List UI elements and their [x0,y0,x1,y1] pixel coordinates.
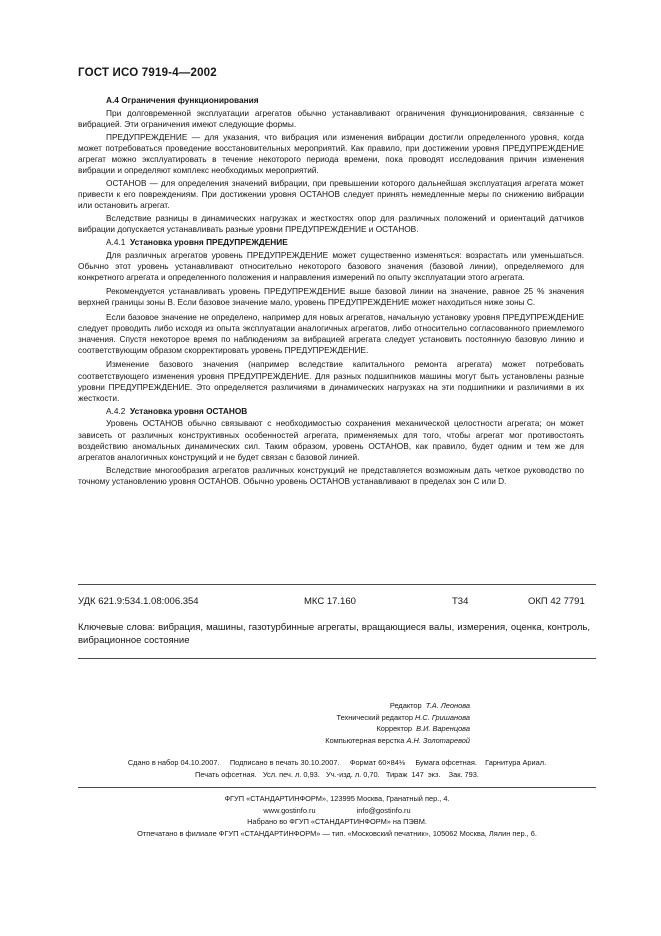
okp-code: ОКП 42 7791 [528,596,585,607]
divider [78,787,596,788]
imprint-line: Печать офсетная. Усл. печ. л. 0,93. Уч.-изд. л. 0,70. Тираж 147 экз. Зак. 793. [195,769,479,779]
paragraph: ПРЕДУПРЕЖДЕНИЕ — для указания, что вибрация или изменения вибрации достигли определенного уровня, когда может потребоваться проведение восстановительных мероприятий. Как правило, при достижении уровня ПРЕДУПРЕЖДЕНИЕ агрегат можно эксплуатировать в течение некоторого периода времени, пока проводят исследования причин изменения вибрации и определяют комплекс необходимых мероприятий. [78,131,584,176]
imprint-line: Сдано в набор 04.10.2007. Подписано в печать 30.10.2007. Формат 60×84⅛ Бумага офсетная. Гарнитура Ариал. [127,758,547,767]
paragraph: Рекомендуется устанавливать уровень ПРЕДУПРЕЖДЕНИЕ выше базовой линии на значение, равное 25 % значения верхней границы зоны В. Если базовое значение мало, уровень ПРЕДУПРЕЖДЕНИЕ может находиться ниже зоны С. [78,286,584,308]
paragraph: ОСТАНОВ — для определения значений вибрации, при превышении которого дальнейшая эксплуатация агрегата может привести к его повреждениям. При достижении уровня ОСТАНОВ следует принять немедленные меры по снижению вибрации или остановить агрегат. [78,177,584,211]
subsection-heading [78,237,584,248]
publisher-line: Набрано во ФГУП «СТАНДАРТИНФОРМ» на ПЭВМ. [247,817,427,826]
t-code: Т34 [452,596,469,607]
mks-code: МКС 17.160 [304,596,356,607]
subsection-title: Установка уровня ПРЕДУПРЕЖДЕНИЕ [130,236,288,247]
credit-layout: Компьютерная верстка А.Н. Золотаревой [325,735,470,745]
paragraph: Вследствие многообразия агрегатов различных конструкций не представляется возможным дать четкое руководство по точному установлению уровня ОСТАНОВ. Обычно уровень ОСТАНОВ устанавливают в пределах зон С или D. [78,464,584,486]
paragraph: Уровень ОСТАНОВ обычно связывают с необходимостью сохранения механической целостности агрегата; он может зависеть от различных конструктивных особенностей агрегата, применяемых для того, чтобы агрегат мог противостоять воздействию аномальных динамических сил. Таким образом, уровень ОСТАНОВ, как правило, будет одним и тем же для агрегатов аналогичных конструкций и не будет связан с базовой линией. [78,418,584,463]
subsection-number: А.4.2 [106,405,126,416]
keywords-text: Ключевые слова: вибрация, машины, газотурбинные агрегаты, вращающиеся валы, измерения, оценка, контроль, вибрационное состояние [78,622,590,646]
paragraph: Изменение базового значения (например вследствие капитального ремонта агрегата) может потребовать соответствующего изменения уровня ПРЕДУПРЕЖДЕНИЕ. Для разных подшипников машины могут быть установлены разные уровни ПРЕДУПРЕЖДЕНИЕ. Это определяется различиями в динамических нагрузках на эти подшипники и различиями в их жесткости. [78,359,584,404]
document-body [78,95,584,489]
keywords [78,621,590,647]
subsection-heading [78,406,584,417]
classification-row [78,596,590,610]
credit-editor: Редактор Т.А. Леонова [389,701,470,710]
paragraph: Если базовое значение не определено, например для новых агрегатов, начальную установку уровня ПРЕДУПРЕЖДЕНИЕ следует проводить либо исходя из опыта эксплуатации аналогичных агрегатов, либо относительно согласованного приемлемого значения. Спустя некоторое время по наблюдениям за вибрацией агрегата следует установить постоянную базовую линию и соответствующим образом скорректировать уровень ПРЕДУПРЕЖДЕНИЕ. [78,311,584,356]
credit-tech-editor: Технический редактор Н.С. Гришанова [336,712,470,722]
paragraph: Для различных агрегатов уровень ПРЕДУПРЕЖДЕНИЕ может существенно изменяться: возрастать или уменьшаться. Обычно этот уровень устанавливают относительно некоторого базового значения (базовой линии), определяемого для конкретного агрегата и определенного положения и направления измерений по опыту эксплуатации этого агрегата. [78,249,584,283]
divider [78,658,596,659]
paragraph: При долговременной эксплуатации агрегатов обычно устанавливают ограничения функционирования, связанные с вибрацией. Эти ограничения имеют следующие формы. [78,107,584,129]
publisher [78,793,596,839]
section-heading: А.4 Ограничения функционирования [106,95,259,105]
credit-corrector: Корректор В.И. Варенцова [376,724,470,733]
publisher-links: www.gostinfo.ru info@gostinfo.ru [263,805,411,815]
udk-code: УДК 621.9:534.1.08:006.354 [78,596,199,607]
credits [250,700,470,746]
document-header: ГОСТ ИСО 7919-4—2002 [78,67,217,79]
subsection-number: А.4.1 [106,236,126,247]
subsection-title: Установка уровня ОСТАНОВ [130,405,248,416]
paragraph: Вследствие разницы в динамических нагрузках и жесткостях опор для различных положений и ориентаций датчиков вибрации допускается устанавливать разные уровни ПРЕДУПРЕЖДЕНИЕ и ОСТАНОВ. [78,213,584,235]
publisher-line: Отпечатано в филиале ФГУП «СТАНДАРТИНФОРМ» — тип. «Московский печатник», 105062 Москва, Лялин пер., 6. [137,828,537,838]
divider [78,584,596,585]
publisher-line: ФГУП «СТАНДАРТИНФОРМ», 123995 Москва, Гранатный пер., 4. [224,794,450,803]
imprint [78,757,596,780]
